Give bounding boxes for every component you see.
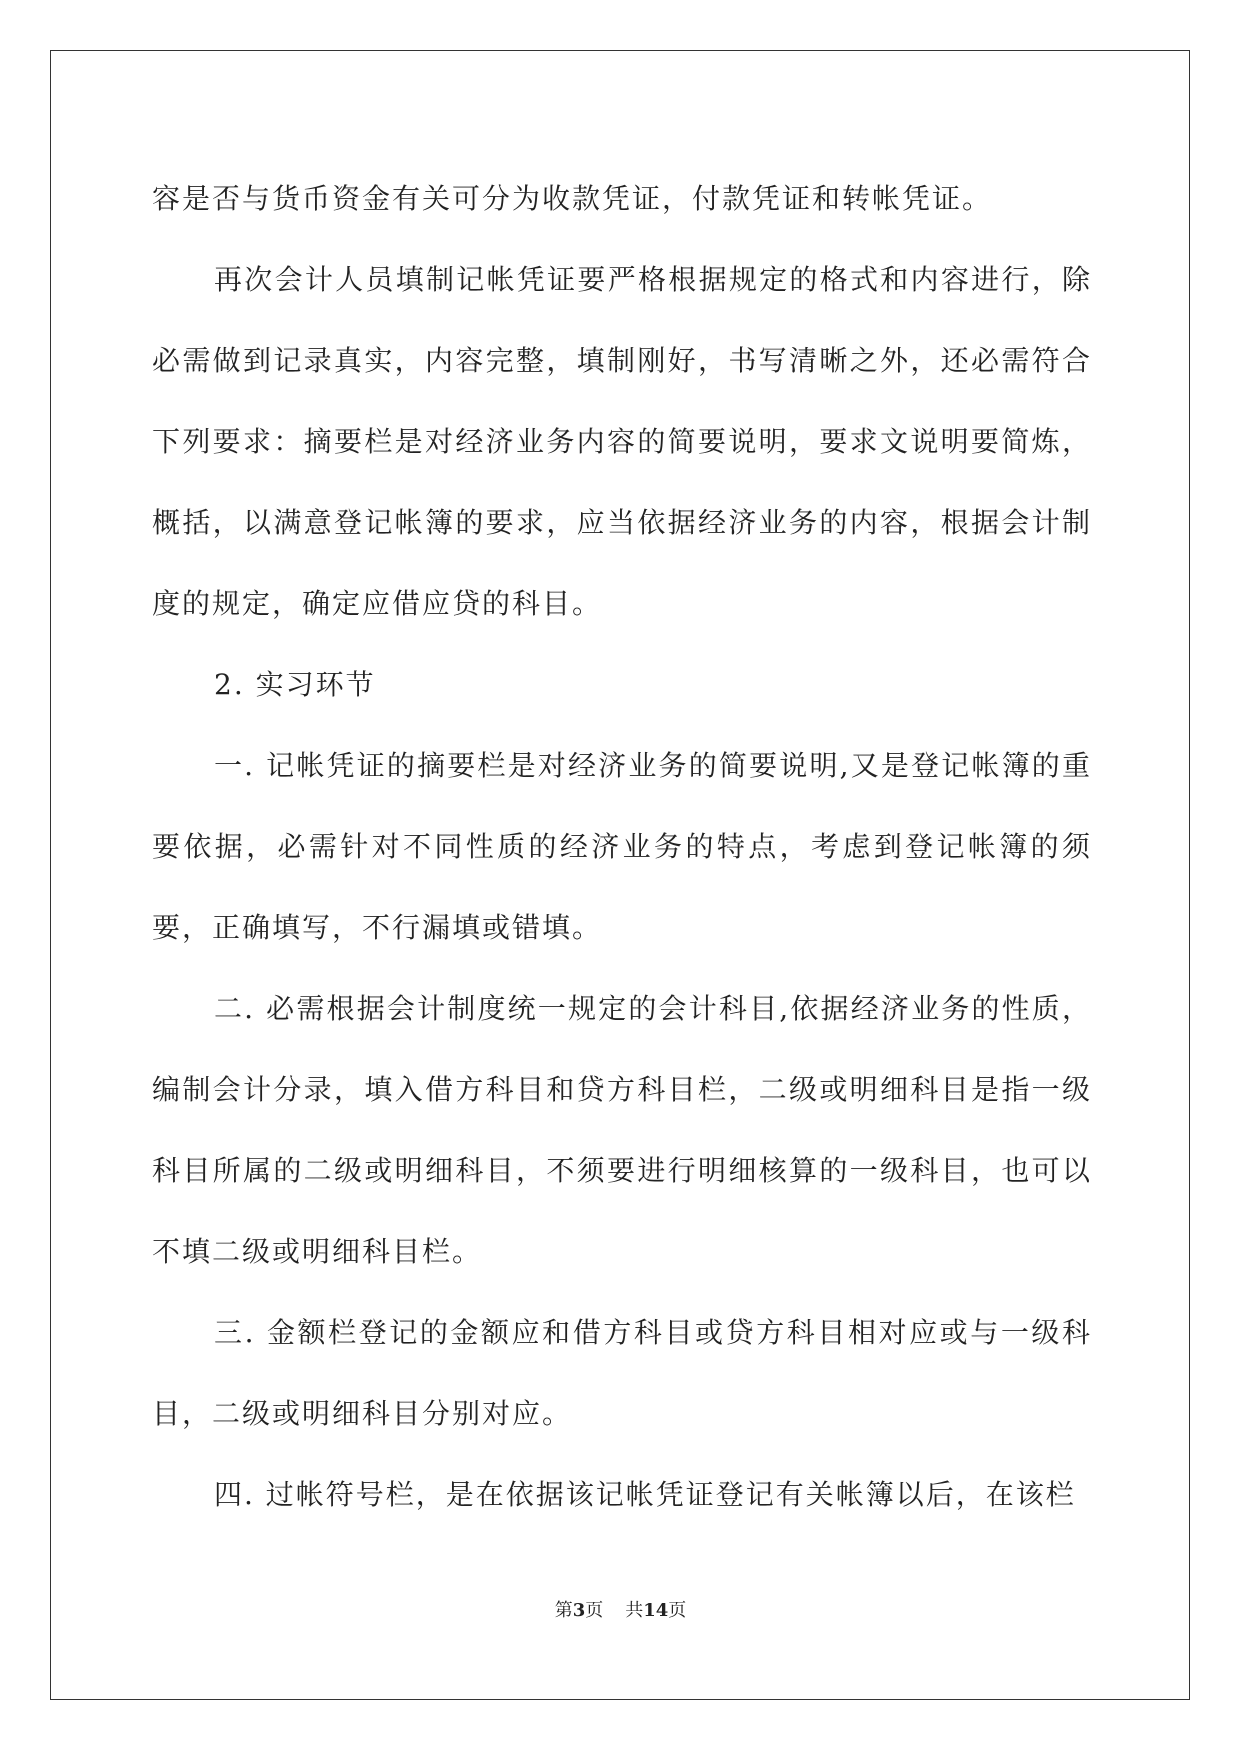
paragraph-item-2: 二. 必需根据会计制度统一规定的会计科目,依据经济业务的性质，编制会计分录，填入借方科目和贷方科目栏，二级或明细科目是指一级科目所属的二级或明细科目，不须要进行明细核算的一级科目，也可以不填二级或明细科目栏。 — [152, 992, 1092, 1268]
document-body — [152, 158, 1092, 1535]
total-prefix: 共 — [625, 1600, 644, 1621]
page-suffix: 页 — [585, 1600, 604, 1621]
paragraph-item-1: 一. 记帐凭证的摘要栏是对经济业务的简要说明,又是登记帐簿的重要依据，必需针对不同性质的经济业务的特点，考虑到登记帐簿的须要，正确填写，不行漏填或错填。 — [152, 749, 1092, 944]
page-number: 3 — [572, 1600, 586, 1621]
total-pages: 14 — [643, 1600, 669, 1621]
paragraph-item-3: 三. 金额栏登记的金额应和借方科目或贷方科目相对应或与一级科目，二级或明细科目分别对应。 — [152, 1316, 1092, 1430]
section-heading: 2. 实习环节 — [214, 668, 376, 701]
total-suffix: 页 — [668, 1600, 687, 1621]
paragraph-1: 容是否与货币资金有关可分为收款凭证，付款凭证和转帐凭证。 — [152, 182, 993, 215]
page-footer — [0, 1596, 1241, 1622]
paragraph-item-4: 四. 过帐符号栏，是在依据该记帐凭证登记有关帐簿以后，在该栏 — [214, 1478, 1076, 1511]
paragraph-2: 再次会计人员填制记帐凭证要严格根据规定的格式和内容进行，除必需做到记录真实，内容完整，填制刚好，书写清晰之外，还必需符合下列要求：摘要栏是对经济业务内容的简要说明，要求文说明要简炼，概括，以满意登记帐簿的要求，应当依据经济业务的内容，根据会计制度的规定，确定应借应贷的科目。 — [152, 263, 1092, 620]
page-prefix: 第 — [554, 1600, 573, 1621]
